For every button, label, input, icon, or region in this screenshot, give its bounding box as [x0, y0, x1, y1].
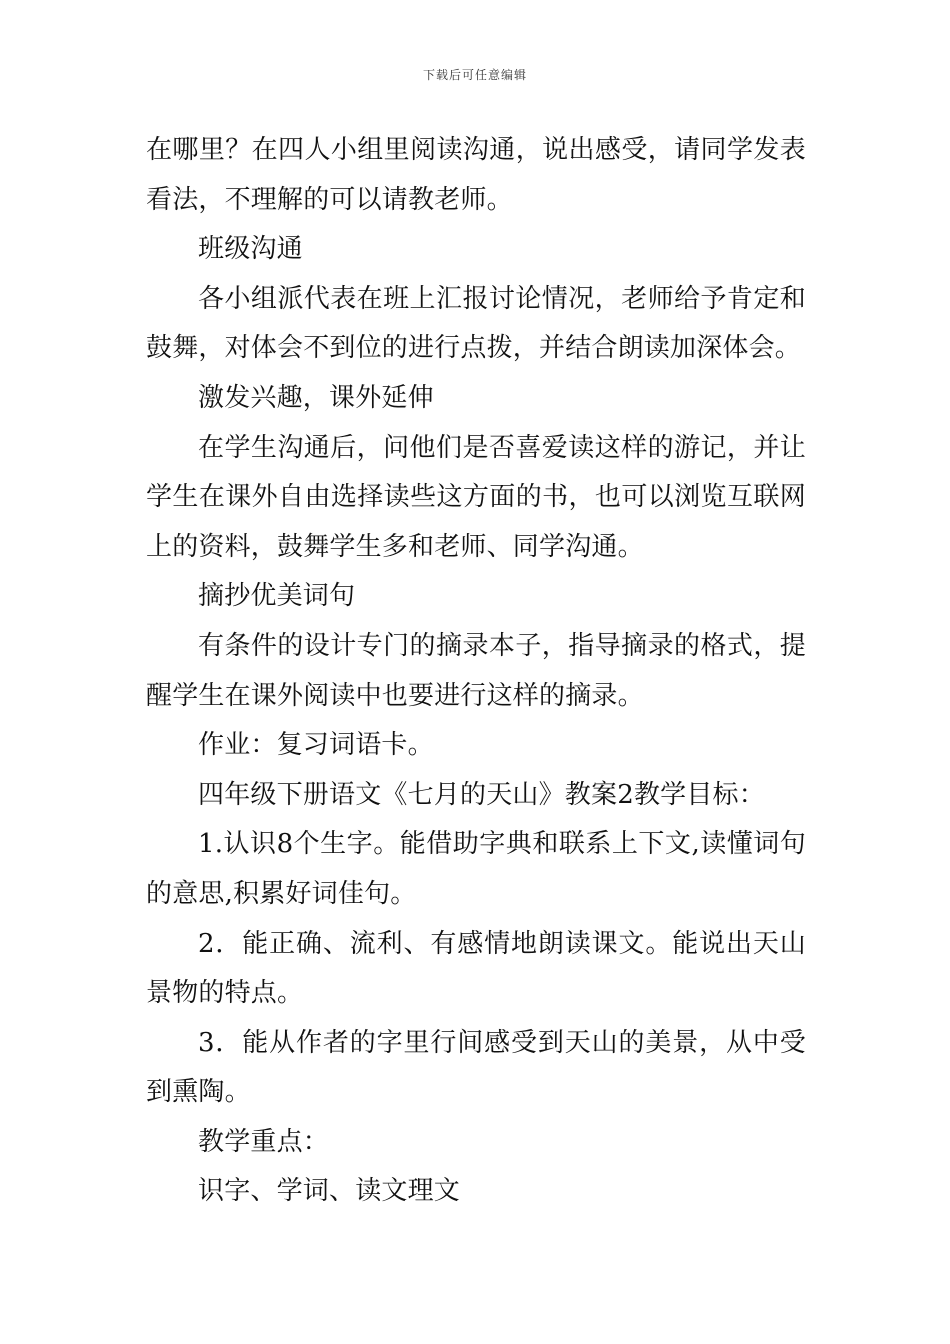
section-heading: 摘抄优美词句	[198, 581, 356, 612]
paragraph: 作业：复习词语卡。	[198, 730, 434, 761]
document-body	[146, 126, 806, 1217]
section-heading: 教学重点：	[198, 1126, 330, 1157]
paragraph: 有条件的设计专门的摘录本子，指导摘录的格式，提醒学生在课外阅读中也要进行这样的摘录。	[146, 630, 806, 711]
paragraph: 四年级下册语文《七月的天山》教案2教学目标：	[198, 779, 765, 810]
paragraph: 在学生沟通后，问他们是否喜爱读这样的游记，并让学生在课外自由选择读些这方面的书，也可以浏览互联网上的资料，鼓舞学生多和老师、同学沟通。	[146, 432, 806, 562]
paragraph: 各小组派代表在班上汇报讨论情况，老师给予肯定和鼓舞，对体会不到位的进行点拨，并结合朗读加深体会。	[146, 283, 806, 364]
section-heading: 班级沟通	[198, 234, 303, 265]
list-item: 1.认识8个生字。能借助字典和联系上下文,读懂词句的意思,积累好词佳句。	[146, 829, 806, 909]
section-heading: 激发兴趣，课外延伸	[198, 382, 434, 413]
paragraph: 在哪里？在四人小组里阅读沟通，说出感受，请同学发表看法，不理解的可以请教老师。	[146, 135, 806, 215]
paragraph: 识字、学词、读文理文	[198, 1176, 461, 1207]
list-item: 2．能正确、流利、有感情地朗读课文。能说出天山景物的特点。	[146, 928, 806, 1009]
list-item: 3．能从作者的字里行间感受到天山的美景，从中受到熏陶。	[146, 1027, 806, 1108]
page-header: 下载后可任意编辑	[422, 68, 527, 82]
